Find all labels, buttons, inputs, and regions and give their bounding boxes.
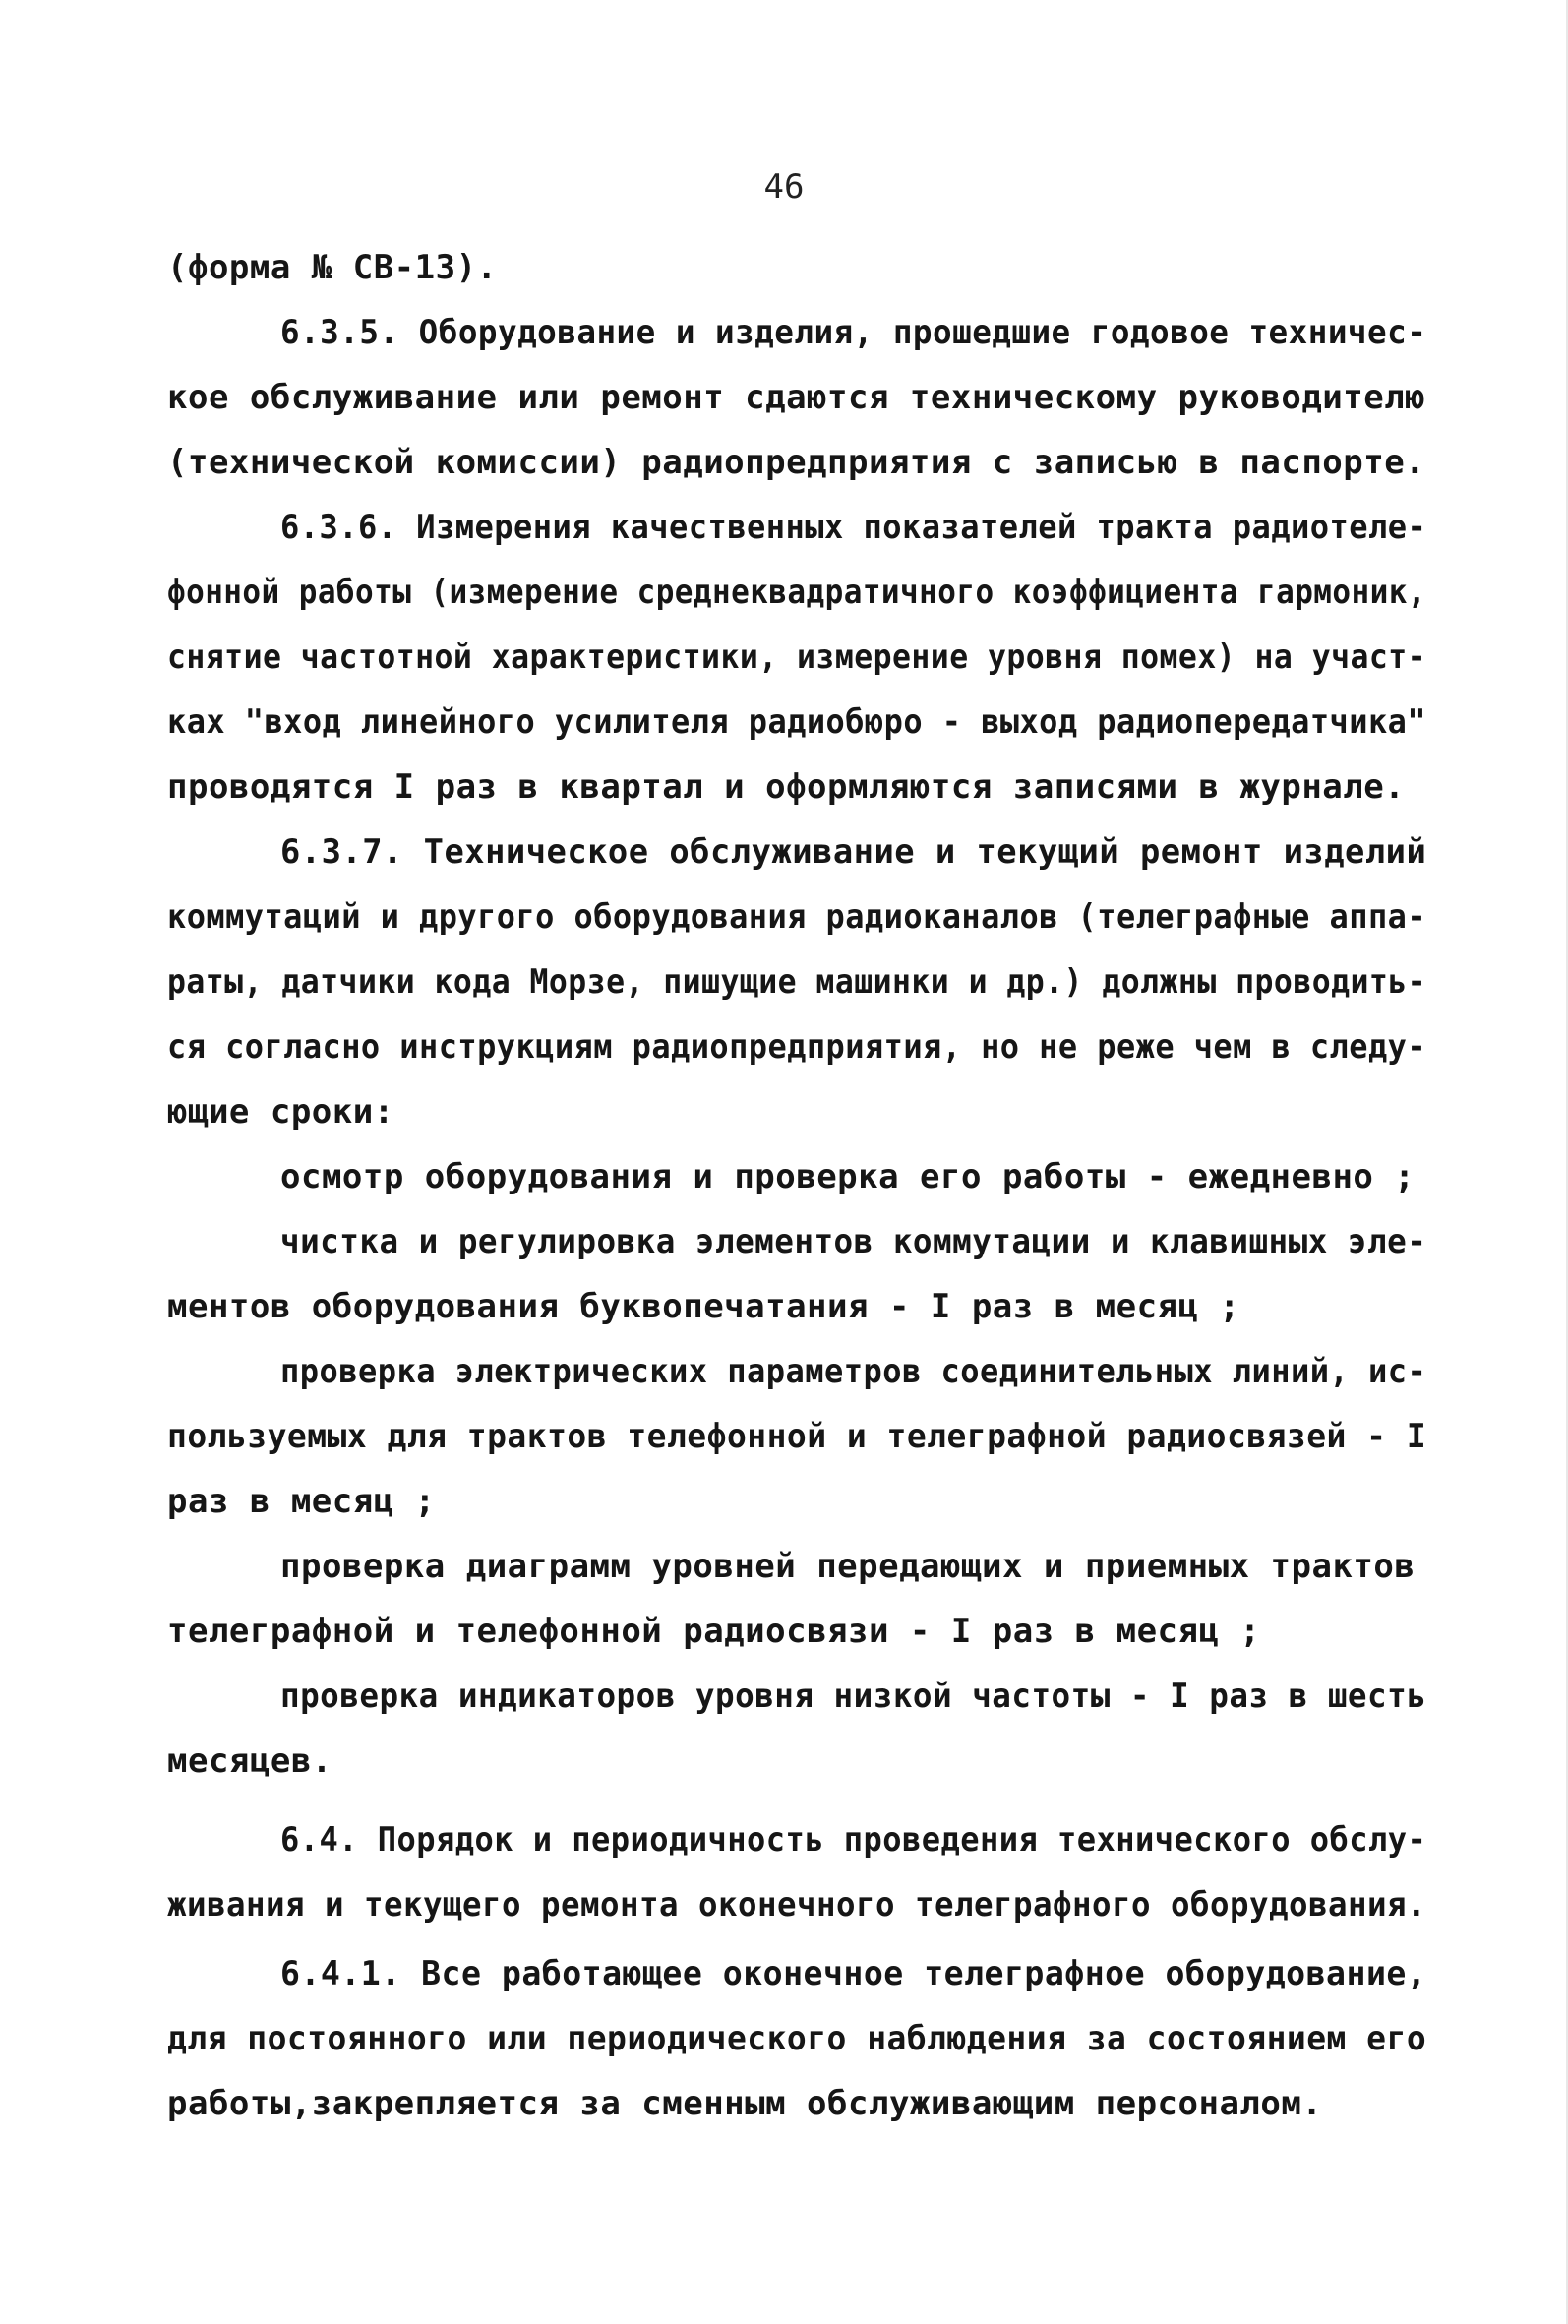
text-line: 6.4.1. Все работающее оконечное телеграфное оборудование, (280, 1954, 1427, 1993)
text-line: телеграфной и телефонной радиосвязи - I раз в месяц ; (167, 1612, 1261, 1651)
text-line: ся согласно инструкциям радиопредприятия, но не реже чем в следу- (167, 1027, 1427, 1067)
page-number: 46 (763, 167, 805, 207)
text-line: снятие частотной характеристики, измерение уровня помех) на участ- (167, 638, 1427, 677)
text-line: проводятся I раз в квартал и оформляются записями в журнале. (167, 767, 1406, 807)
text-line: осмотр оборудования и проверка его работы - ежедневно ; (280, 1157, 1416, 1196)
text-line: месяцев. (167, 1742, 332, 1781)
text-line: 6.3.7. Техническое обслуживание и текущий ремонт изделий (280, 832, 1427, 872)
text-line: проверка индикаторов уровня низкой частоты - I раз в шесть (280, 1677, 1427, 1716)
text-line: 6.4. Порядок и периодичность проведения технического обслу- (280, 1820, 1427, 1860)
text-line: раты, датчики кода Морзе, пишущие машинки и др.) должны проводить- (167, 962, 1427, 1002)
text-line: 6.3.6. Измерения качественных показателей тракта радиотеле- (280, 508, 1427, 547)
text-line: раз в месяц ; (167, 1482, 436, 1521)
text-line: (технической комиссии) радиопредприятия с записью в паспорте. (167, 443, 1426, 482)
text-line: 6.3.5. Оборудование и изделия, прошедшие годовое техничес- (280, 313, 1427, 352)
text-line: ментов оборудования буквопечатания - I раз в месяц ; (167, 1287, 1240, 1326)
text-line: чистка и регулировка элементов коммутации и клавишных эле- (280, 1222, 1427, 1261)
text-line: проверка электрических параметров соединительных линий, ис- (280, 1352, 1427, 1391)
text-line: (форма № СВ-13). (167, 248, 498, 287)
text-line: живания и текущего ремонта оконечного телеграфного оборудования. (167, 1885, 1427, 1925)
text-line: ющие сроки: (167, 1092, 394, 1131)
text-line: кое обслуживание или ремонт сдаются техническому руководителю (167, 378, 1426, 417)
text-line: пользуемых для трактов телефонной и телеграфной радиосвязей - I (167, 1417, 1427, 1456)
text-line: для постоянного или периодического наблюдения за состоянием его (167, 2019, 1427, 2058)
text-line: ках "вход линейного усилителя радиобюро - выход радиопередатчика" (167, 703, 1427, 742)
text-line: фонной работы (измерение среднеквадратичного коэффициента гармоник, (167, 573, 1426, 612)
text-line: работы,закрепляется за сменным обслуживающим персоналом. (167, 2084, 1323, 2123)
text-line: проверка диаграмм уровней передающих и приемных трактов (280, 1547, 1416, 1586)
text-line: коммутаций и другого оборудования радиоканалов (телеграфные аппа- (167, 897, 1427, 937)
